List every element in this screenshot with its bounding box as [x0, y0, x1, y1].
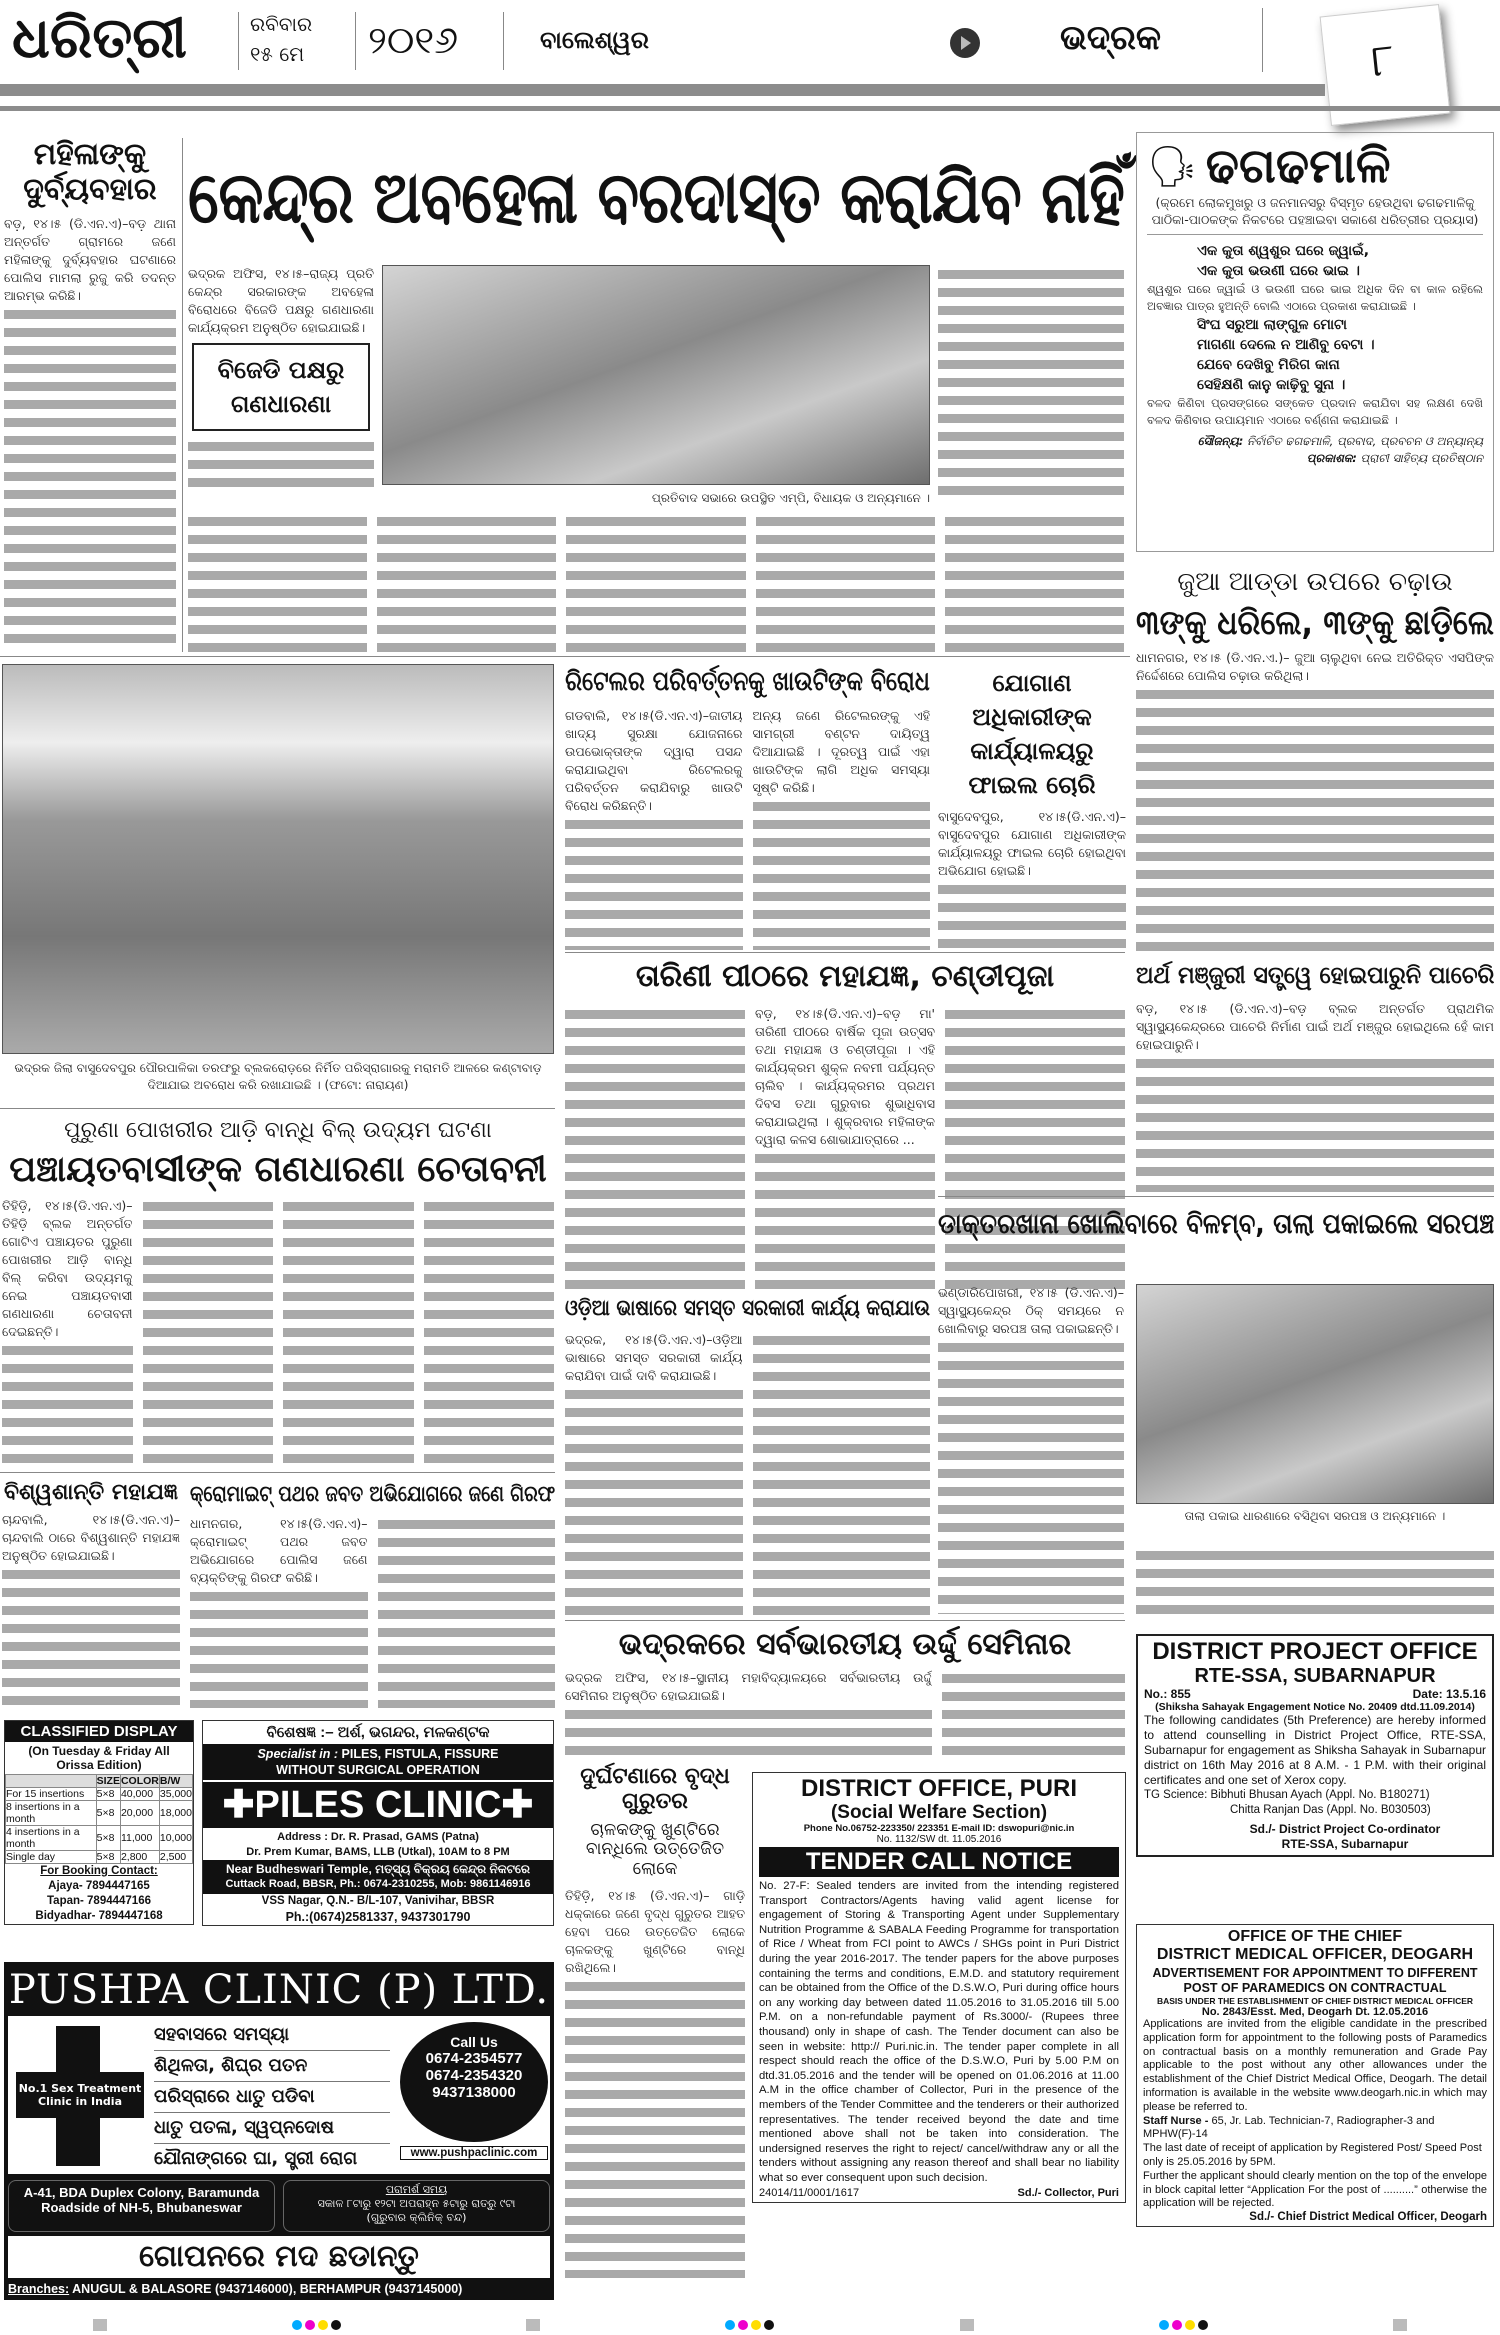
dpo-no: No.: 855 — [1144, 1687, 1191, 1701]
odia-article — [565, 1331, 930, 1616]
courtesy-label: ସୌଜନ୍ୟ: — [1197, 434, 1244, 449]
lead-subhead: ବିଜେଡି ପକ୍ଷରୁ ଗଣଧାରଣା — [192, 343, 370, 431]
plus-icon: ✚ — [501, 1784, 534, 1826]
cdmo-further: Further the applicant should clearly mention on the top of the envelope in block capital letter “Application For the post of ..........” otherwise the application will be rejected. — [1143, 2169, 1487, 2210]
dpo-subarnapur-notice — [1136, 1634, 1494, 1857]
odia-article-block — [565, 1296, 930, 1616]
cell: 11,000 — [120, 1826, 159, 1851]
arrow-bullet-icon — [950, 28, 980, 58]
th-bw: B/W — [159, 1775, 192, 1788]
cdmo-ref: No. 2843/Esst. Med, Deogarh Dt. 12.05.2016 — [1201, 2006, 1429, 2018]
chromite-lead: ଧାମନଗର, ୧୪।୫(ଡି.ଏନ.ଏ)– କ୍ରୋମାଇଟ୍ ପଥର ଜବତ ଅଭିଯୋଗରେ ପୋଲିସ ଜଣେ ବ୍ୟକ୍ତିଙ୍କୁ ଗିରଫ କରିଛି। — [190, 1516, 368, 1586]
accident-subhead: ଚାଳକଙ୍କୁ ଖୁଣ୍ଟିରେ ବାନ୍ଧିଲେ ଉତ୍ତେଜିତ ଲୋକେ — [585, 1819, 725, 1879]
tarini-article — [565, 1005, 1125, 1291]
hospital-article-col1 — [938, 1284, 1124, 1614]
tarini-headline: ତାରିଣୀ ପୀଠରେ ମହାଯଜ୍ଞ, ଚଣ୍ଡୀପୂଜା — [635, 959, 1055, 994]
dpo-candidate: Chitta Ranjan Das (Appl. No. B030503) — [1230, 1804, 1431, 1816]
verse2-line: ସେହିକ୍ଷଣି କାନୁ କାଢ଼ିବୁ ସୁନା । — [1197, 377, 1346, 394]
piles-near: Near Budheswari Temple, ମତ୍ସ୍ୟ ବିକ୍ରୟ କେନ୍ଦ୍ର ନିକଟରେ — [225, 1862, 531, 1876]
piles-address1: Address : Dr. R. Prasad, GAMS (Patna) — [277, 1831, 479, 1843]
jua-lead: ଧାମନଗର, ୧୪।୫ (ଡି.ଏନ.ଏ.)– ଜୁଆ ଚାଲୁଥିବା ନେଇ ଅତିରିକ୍ତ ଏସପିଙ୍କ ନିର୍ଦ୍ଦେଶରେ ପୋଲିସ ଚଢ଼ାଉ କରିଥିଲା। — [1136, 649, 1494, 683]
plus-icon: ✚ — [222, 1784, 255, 1826]
cell: 35,000 — [159, 1788, 192, 1800]
masthead-bar-thin — [0, 106, 1500, 111]
cell: 10,000 — [159, 1826, 192, 1851]
publisher-label: ପ୍ରକାଶକ: — [1306, 451, 1357, 466]
jua-article-block — [1136, 568, 1494, 952]
cdmo-posts-label: Staff Nurse - — [1143, 2114, 1209, 2127]
urdu-headline: ଭଦ୍ରକରେ ସର୍ବଭାରତୀୟ ଉର୍ଦ୍ଦୁ ସେମିନାର — [618, 1627, 1072, 1662]
piles-phone: Ph.:(0674)2581337, 9437301790 — [285, 1910, 471, 1924]
verse2-line: ଯେବେ ଦେଖିବୁ ମିରିଗ କାନା — [1197, 357, 1340, 374]
timing: ସକାଳ ୮ଟାରୁ ୧୨ଟା ଅପରାହ୍ନ ୫ଟାରୁ ରାତ୍ରୁ ୯ଟା — [317, 2197, 516, 2210]
lead-story-lead: ଭଦ୍ରକ ଅଫିସ, ୧୪।୫–ରାଜ୍ୟ ପ୍ରତି କେନ୍ଦ୍ର ସରକାରଙ୍କ ଅବହେଳା ବିରୋଧରେ ବିଜେଡି ପକ୍ଷରୁ ଗଣଧାରଣା କାର୍ଯ୍ୟକ୍ରମ ଅନୁଷ୍ଠିତ ହୋଇଯାଇଛି। — [188, 266, 374, 335]
tarini-article-block — [565, 960, 1125, 1290]
masthead-bar — [0, 84, 1325, 96]
hospital-article-col2 — [1136, 1546, 1494, 1616]
puri-code: 24014/11/0001/1617 — [759, 2187, 860, 2200]
cdmo-body: Applications are invited from the eligible candidate in the prescribed application form for appointment to the following posts of Paramedics on contractual basis on a monthly remuneration and Grade Pay applicable to the post without any other allowances under the establishment of the Chief District Medical Office, Deogarh. The detail information is available in the website www.deogarh.nic.in which may please be referred to. — [1143, 2018, 1487, 2113]
classified-subtitle: (On Tuesday & Friday All Orissa Edition) — [28, 1744, 170, 1772]
puri-body: No. 27-F: Sealed tenders are invited from the intending registered Transport Contractors/Agents having valid agent license for engagement of Storing & Transporting Agent under Supplementary Nutrition Programme & SABALA Feeding Programme for transportation of Rice / Wheat from FCI point to AWCs / SHGs point in Puri District during the year 2016-2017. The tender papers for the above purposes containing the terms and conditions, E.M.D. and statutory requirement can be obtained from the Office of the D.S.W.O, Puri during office hours on any working day between dated 11.05.2016 to 31.05.2016 till 5.00 P.M. on a non-refundable payment of Rs.3000/- (Rupees three thousand) only in shape of cash. The Tender document can also be seen in website: http:// Puri.nic.in. The tender paper complete in all respect should reach the office of the D.S.W.O, Puri by 5.00 P.M on dtd.31.05.2016 and the tender will be opened on 01.06.2016 at 11.00 A.M in the office chamber of Collector, Puri in the presence of the members of the Tender Committee and the tenderers or their authorized representatives. The tender received beyond the date and time mentioned above shall not be taken into consideration. The undersigned reserves the right to reject/ cancel/withdraw any or all the tenders without assigning any reason thereof and shall bear no liability what so ever consequent upon such decision. — [759, 1880, 1119, 2184]
cell: 4 insertions in a month — [6, 1826, 97, 1851]
cross-text: No.1 Sex Treatment Clinic in India — [16, 2072, 144, 2118]
vishwashanti-headline: ବିଶ୍ୱଶାନ୍ତି ମହାଯଜ୍ଞ — [3, 1480, 179, 1505]
pushpa-address: A-41, BDA Duplex Colony, Baramunda Roadside of NH-5, Bhubaneswar — [8, 2180, 275, 2232]
courtesy: ନିର୍ବାଚିତ ଢଗଢମାଳି, ପ୍ରବାଦ, ପ୍ରବଚନ ଓ ଅନ୍ୟାନ୍ୟ — [1246, 434, 1483, 449]
vishwashanti-article-block — [2, 1480, 180, 1708]
table-row — [6, 1826, 193, 1851]
jua-headline: ୩ଙ୍କୁ ଧରିଲେ, ୩ଙ୍କୁ ଛାଡ଼ିଲେ — [1136, 602, 1494, 643]
retailer-lead2: ଅନ୍ୟ ଜଣେ ରିଟେଲରଙ୍କୁ ଏହି ସାମଗ୍ରୀ ବଣ୍ଟନ ଦାୟିତ୍ୱ ଦିଆଯାଇଛି । ଦୂରତ୍ୱ ପାଇଁ ଏହା ଖାଉଟିଙ୍କ ଲାଗି ଅଧିକ ସମସ୍ୟା ସୃଷ୍ଟି କରିଛି। — [752, 708, 930, 796]
lead-photo-caption: ପ୍ରତିବାଦ ସଭାରେ ଉପସ୍ଥିତ ଏମ୍‌ପି, ବିଧାୟକ ଓ ଅନ୍ୟମାନେ । — [651, 491, 930, 505]
piles-odia-line: ବିଶେଷଜ୍ଞ :– ଅର୍ଶ, ଭଗନ୍ଦର, ମଳକଣ୍ଟକ — [266, 1724, 490, 1741]
accident-headline: ଦୁର୍ଘଟଣାରେ ବୃଦ୍ଧ ଗୁରୁତର — [580, 1764, 730, 1815]
yogana-article — [938, 808, 1126, 950]
classified-title: CLASSIFIED DISPLAY — [5, 1721, 193, 1742]
dpo-candidate: TG Science: Bibhuti Bhusan Ayach (Appl. No. B180271) — [1144, 1789, 1430, 1801]
yogana-headline: ଯୋଗାଣ ଅଧିକାରୀଙ୍କ କାର୍ଯ୍ୟାଳୟରୁ ଫାଇଲ ଚୋରି — [968, 669, 1096, 799]
problem: ଧାତୁ ପତଳା, ସ୍ୱପ୍ନଦୋଷ — [154, 2113, 390, 2144]
cdmo-title1: OFFICE OF THE CHIEF — [1227, 1928, 1403, 1945]
classified-rate-table — [5, 1774, 193, 1864]
cell: 5×8 — [96, 1801, 120, 1826]
phone: 0674-2354577 — [425, 2050, 523, 2067]
urdu-article-block — [565, 1628, 1125, 1758]
artha-headline: ଅର୍ଥ ମଞ୍ଜୁରୀ ସତ୍ତ୍ୱେ ହୋଇପାରୁନି ପାଚେରି — [1136, 961, 1495, 989]
problem: ସହବାସରେ ସମସ୍ୟା — [154, 2020, 390, 2051]
dpo-sign-office: RTE-SSA, Subarnapur — [1281, 1837, 1409, 1851]
booking-label: For Booking Contact: — [40, 1865, 158, 1877]
panchayat-kicker: ପୁରୁଣା ପୋଖରୀର ଆଡ଼ି ବାନ୍ଧି ବିଲ୍ ଉଦ୍ୟମ ଘଟଣା — [64, 1118, 492, 1143]
mahila-headline: ମହିଳାଙ୍କୁ ଦୁର୍ବ୍ୟବହାର — [23, 137, 157, 207]
retailer-article-block — [565, 666, 930, 950]
dpo-ref: (Shiksha Sahayak Engagement Notice No. 20409 dtd.11.09.2014) — [1155, 1701, 1475, 1713]
issue-year: ୨୦୧୬ — [368, 18, 459, 62]
dhagadhamali-intro: (କ୍ରମେ ଲୋକମୁଖରୁ ଓ ଜନମାନସରୁ ବିସ୍ମୃତ ହେଉଥିବା ଢଗଢମାଳିକୁ ପାଠିକା-ପାଠକଙ୍କ ନିକଟରେ ପହଞ୍ଚାଇବା ସକାଶେ ଧରିତ୍ରୀର ପ୍ରୟାସ) — [1147, 194, 1483, 235]
chromite-article — [190, 1515, 555, 1708]
table-row — [6, 1851, 193, 1864]
chromite-article-block — [190, 1482, 555, 1708]
section-name: ଭଦ୍ରକ — [1060, 18, 1162, 58]
puri-subtitle: (Social Welfare Section) — [830, 1802, 1048, 1823]
page-number: ୮ — [1368, 34, 1398, 88]
puri-tender-notice — [752, 1772, 1126, 2203]
pushpa-slogan: ଗୋପନରେ ମଦ ଛଡାନ୍ତୁ — [8, 2236, 550, 2278]
cdmo-deogarh-notice — [1136, 1924, 1494, 2227]
vishwashanti-article — [2, 1511, 180, 1708]
verse2-line: ସିଂଘ ସରୁଆ ଲାଙ୍ଗୁଳ ମୋଟା — [1197, 317, 1347, 334]
tender-call-notice-banner: TENDER CALL NOTICE — [759, 1847, 1119, 1877]
cdmo-last-date: The last date of receipt of application by Registered Post/ Speed Post only is 25.05.2016 by 5PM. — [1143, 2142, 1482, 2168]
th-size: SIZE — [96, 1775, 120, 1787]
mahila-lead: ବଡ଼, ୧୪।୫ (ଡି.ଏନ.ଏ)–ବଡ଼ ଥାନା ଅନ୍ତର୍ଗତ ଗ୍ରାମରେ ଜଣେ ମହିଳାଙ୍କୁ ଦୁର୍ବ୍ୟବହାର ଘଟଣାରେ ପୋଲିସ ମାମଲା ରୁଜୁ କରି ତଦନ୍ତ ଆରମ୍ଭ କରିଛି। — [4, 216, 176, 303]
jua-article — [1136, 649, 1494, 952]
print-registration-marks — [0, 2318, 1500, 2332]
panchayat-article-block — [2, 1118, 554, 1470]
specialist: PILES, FISTULA, FISSURE — [341, 1747, 499, 1761]
booking-contact: Tapan- 7894447166 — [47, 1895, 151, 1907]
edition-name: ବାଲେଶ୍ୱର — [540, 26, 649, 54]
lead-headline: କେନ୍ଦ୍ର ଅବହେଳା ବରଦାସ୍ତ କରାଯିବ ନାହିଁ — [188, 155, 1125, 239]
yogana-article-block — [938, 666, 1126, 950]
cell: 5×8 — [96, 1826, 120, 1851]
newspaper-logo: ଧରିତ୍ରୀ — [12, 6, 187, 71]
retailer-lead: ଗଡବାଲି, ୧୪।୫(ଡି.ଏନ.ଏ)–ଜାତୀୟ ଖାଦ୍ୟ ସୁରକ୍ଷା ଯୋଜନାରେ ଉପଭୋକ୍ତାଙ୍କ ଦ୍ୱାରା ପସନ୍ଦ କରାଯାଇଥିବା ରିଟେଲରକୁ ପରିବର୍ତ୍ତନ କରାଯିବାରୁ ଖାଉଟି ବିରୋଧ କରିଛନ୍ତି। — [565, 708, 743, 814]
odia-headline: ଓଡ଼ିଆ ଭାଷାରେ ସମସ୍ତ ସରକାରୀ କାର୍ଯ୍ୟ କରାଯାଉ — [565, 1296, 930, 1321]
masthead — [0, 0, 1500, 118]
cdmo-sign: Sd./- Chief District Medical Officer, Deogarh — [1249, 2211, 1487, 2224]
yogana-lead: ବାସୁଦେବପୁର, ୧୪।୫(ଡି.ଏନ.ଏ)– ବାସୁଦେବପୁର ଯୋଗାଣ ଅଧିକାରୀଙ୍କ କାର୍ଯ୍ୟାଳୟରୁ ଫାଇଲ ଚୋରି ହୋଇଥିବା ଅଭିଯୋଗ ହୋଇଛି। — [938, 809, 1126, 878]
panchayat-article — [2, 1197, 554, 1470]
phone: 9437138000 — [432, 2084, 516, 2101]
phone: 0674-2354320 — [425, 2067, 523, 2084]
dpo-title: DISTRICT PROJECT OFFICE — [1152, 1638, 1478, 1665]
publisher: ପ୍ରାଚୀ ସାହିତ୍ୟ ପ୍ରତିଷ୍ଠାନ — [1360, 451, 1483, 466]
verse1-line: ଏକ କୁତା ଶ୍ୱଶୁର ଘରେ ଜ୍ୱାଇଁ, — [1197, 243, 1370, 260]
accident-lead: ତିହିଡ଼ି, ୧୪।୫ (ଡି.ଏନ.ଏ)– ଗାଡ଼ି ଧକ୍କାରେ ଜଣେ ବୃଦ୍ଧ ଗୁରୁତର ଆହତ ହେବା ପରେ ଉତ୍ତେଜିତ ଲୋକେ ଚାଳକଙ୍କୁ ଖୁଣ୍ଟିରେ ବାନ୍ଧି ରଖିଥିଲେ। — [565, 1888, 745, 1976]
specialist-label: Specialist in : — [257, 1747, 339, 1761]
puri-contact: Phone No.06752-223350/ 223351 E-mail ID: dswopuri@nic.in — [803, 1823, 1075, 1834]
cell: 2,500 — [159, 1851, 192, 1864]
th-color: COLOR — [120, 1775, 159, 1787]
call-us-label: Call Us — [450, 2034, 498, 2050]
table-row — [6, 1801, 193, 1826]
urdu-article — [565, 1669, 1125, 1759]
puri-ref: No. 1132/SW dt. 11.05.2016 — [876, 1834, 1002, 1845]
problem: ପରିସ୍ରାରେ ଧାତୁ ପଡିବା — [154, 2082, 390, 2113]
problem: ଶିଥିଳତା, ଶିଘ୍ର ପତନ — [154, 2051, 390, 2082]
cell: 2,800 — [120, 1851, 159, 1864]
hospital-photo-caption: ତାଲା ପକାଇ ଧାରଣାରେ ବସିଥିବା ସରପଞ୍ଚ ଓ ଅନ୍ୟମାନେ । — [1184, 1509, 1446, 1523]
panchayat-headline: ପଞ୍ଚାୟତବାସୀଙ୍କ ଗଣଧାରଣା ଚେତାବନୀ — [9, 1149, 547, 1191]
cell: Single day — [6, 1851, 97, 1864]
lead-article-col4 — [938, 265, 1124, 495]
chromite-headline: କ୍ରୋମାଇଟ୍ ପଥର ଜବତ ଅଭିଯୋଗରେ ଜଣେ ଗିରଫ — [190, 1482, 556, 1507]
cdmo-posts: 65, Jr. Lab. Technician-7, Radiographer-3 and MPHW(F)-14 — [1143, 2114, 1435, 2141]
dpo-date: Date: 13.5.16 — [1412, 1687, 1486, 1701]
lead-article-col1 — [188, 265, 374, 492]
retailer-headline: ରିଟେଲର ପରିବର୍ତ୍ତନକୁ ଖାଉଟିଙ୍କ ବିରୋଧ — [565, 666, 930, 697]
cell: 5×8 — [96, 1851, 120, 1864]
sarpanch-dharana-photo — [1136, 1284, 1494, 1504]
website: www.pushpaclinic.com — [400, 2146, 548, 2160]
mahila-article-block — [4, 138, 176, 652]
issue-day: ରବିବାର — [250, 12, 313, 36]
cartoon-faces-icon: 🗣 — [1147, 144, 1198, 191]
cell: For 15 insertions — [6, 1788, 97, 1801]
puri-title: DISTRICT OFFICE, PURI — [801, 1775, 1077, 1802]
artha-lead: ବଡ଼, ୧୪।୫ (ଡି.ଏନ.ଏ)–ବଡ଼ ବ୍ଲକ ଅନ୍ତର୍ଗତ ପ୍ରାଥମିକ ସ୍ୱାସ୍ଥ୍ୟକେନ୍ଦ୍ରରେ ପାଚେରି ନିର୍ମାଣ ପାଇଁ ଅର୍ଥ ମଞ୍ଜୁର ହୋଇଥିଲେ ହେଁ କାମ ହୋଇପାରୁନି। — [1136, 1000, 1494, 1052]
cdmo-title2: DISTRICT MEDICAL OFFICER, DEOGARH — [1156, 1946, 1474, 1963]
verse2-line: ମାଗଣା ଦେଲେ ନ ଆଣିବୁ ବେଟା । — [1197, 337, 1375, 354]
wall-photo-caption: ଭଦ୍ରକ ଜିଲା ବାସୁଦେବପୁର ପୌରପାଳିକା ତରଫରୁ ବ୍ଲକରୋଡ଼ରେ ନିର୍ମିତ ପରିସ୍ରାଗାରକୁ ମରାମତି ଆଳରେ କଣ୍ଟାବାଡ଼ ଦିଆଯାଇ ଅବରୋଧ କରି ରଖାଯାଇଛି । (ଫଟୋ: ନାରାୟଣ) — [14, 1061, 542, 1092]
protest-meeting-photo — [382, 265, 930, 485]
verse1-line: ଏକ କୁତା ଭଉଣୀ ଘରେ ଭାଇ । — [1197, 263, 1360, 280]
pushpa-clinic-name: PUSHPA CLINIC (P) LTD. — [8, 1967, 550, 2013]
branches: ANUGUL & BALASORE (9437146000), BERHAMPUR (9437145000) — [72, 2282, 463, 2296]
retailer-article — [565, 707, 930, 950]
cdmo-adv: ADVERTISEMENT FOR APPOINTMENT TO DIFFERENT POST OF PARAMEDICS ON CONTRACTUAL — [1152, 1966, 1478, 1995]
panchayat-lead: ତିହିଡ଼ି, ୧୪।୫(ଡି.ଏନ.ଏ)– ତିହିଡ଼ି ବ୍ଲକ ଅନ୍ତର୍ଗତ ଗୋଟିଏ ପଞ୍ଚାୟତର ପୁରୁଣା ପୋଖରୀର ଆଡ଼ି ବାନ୍ଧି ବିଲ୍ କରିବା ଉଦ୍ୟମକୁ ନେଇ ପଞ୍ଚାୟତବାସୀ ଗଣଧାରଣା ଚେତାବନୀ ଦେଇଛନ୍ତି। — [2, 1197, 133, 1339]
artha-article — [1136, 1000, 1494, 1192]
explain2: ବଳଦ କିଣିବା ପ୍ରସଙ୍ଗରେ ସଙ୍କେତ ପ୍ରଦାନ କରାଯିବା ସହ ଲକ୍ଷଣ ଦେଖି ବଳଦ କିଣିବାର ଉପାୟମାନ ଏଠାରେ ବର୍ଣ୍ଣନା କରାଯାଇଛି । — [1147, 396, 1483, 428]
th — [6, 1775, 97, 1788]
issue-date: ୧୫ ମେ — [250, 42, 305, 66]
piles-clinic-name — [203, 1782, 553, 1828]
pushpa-clinic-ad — [4, 1962, 554, 2300]
closed-day: (ଗୁରୁବାର କ୍ଲିନିକ୍ ବନ୍ଦ) — [366, 2211, 467, 2224]
cell: 20,000 — [120, 1801, 159, 1826]
call-us-starburst — [400, 2022, 548, 2142]
tarini-lead: ବଡ଼, ୧୪।୫(ଡି.ଏନ.ଏ)–ବଡ଼ ମା' ତାରିଣୀ ପୀଠରେ ବାର୍ଷିକ ପୂଜା ଉତ୍ସବ ତଥା ମହାଯଜ୍ଞ ଓ ଚଣ୍ଡୀପୂଜା । ଏହି କାର୍ଯ୍ୟକ୍ରମ ଶୁକ୍ଳ ନବମୀ ପର୍ଯ୍ୟନ୍ତ ଚାଲିବ । କାର୍ଯ୍ୟକ୍ରମର ପ୍ରଥମ ଦିବସ ତଥା ଗୁରୁବାର ଶୁଭାଧିବାସ କରାଯାଇଥିଲା । ଶୁକ୍ରବାର ମହିଳାଙ୍କ ଦ୍ୱାରା କଳସ ଶୋଭାଯାତ୍ରାରେ ... — [755, 1005, 935, 1147]
table-row — [6, 1788, 193, 1801]
dpo-sign: Sd./- District Project Co-ordinator — [1249, 1822, 1441, 1836]
fenced-urinal-photo — [2, 664, 554, 1054]
dhagadhamali-box — [1136, 132, 1494, 552]
problem: ଯୌନାଙ୍ଗରେ ଘା, ସ୍ତ୍ରୀ ରୋଗ — [154, 2148, 358, 2169]
jua-kicker: ଜୁଆ ଆଡ୍ଡା ଉପରେ ଚଢ଼ାଉ — [1177, 567, 1453, 597]
artha-article-block — [1136, 962, 1494, 1192]
piles-address2: Dr. Prem Kumar, BAMS, LLB (Utkal), 10AM to 8 PM — [246, 1846, 510, 1858]
cell: 8 insertions in a month — [6, 1801, 97, 1826]
dpo-subtitle: RTE-SSA, SUBARNAPUR — [1194, 1665, 1436, 1687]
dhagadhamali-title: ଢଗଢମାଳି — [1205, 138, 1391, 194]
without-surgery: WITHOUT SURGICAL OPERATION — [276, 1763, 480, 1777]
cdmo-basis: BASIS UNDER THE ESTABLISHMENT OF CHIEF DISTRICT MEDICAL OFFICER — [1156, 1996, 1474, 2006]
lead-article-bottom — [188, 512, 1124, 652]
timing-label: ପରାମର୍ଶ ସମୟ — [385, 2183, 448, 2196]
piles-road: Cuttack Road, BBSR, Ph.: 0674-2310255, Mob: 9861146916 — [225, 1878, 531, 1890]
hospital-lead: ଭଣ୍ଡାରିପୋଖରୀ, ୧୪।୫ (ଡି.ଏନ.ଏ)– ସ୍ୱାସ୍ଥ୍ୟକେନ୍ଦ୍ର ଠିକ୍ ସମୟରେ ନ ଖୋଲିବାରୁ ସରପଞ୍ଚ ତାଲା ପକାଇଛନ୍ତି। — [938, 1285, 1124, 1336]
cell: 40,000 — [120, 1788, 159, 1801]
vishwashanti-lead: ଚାନ୍ଦବାଲି, ୧୪।୫(ଡି.ଏନ.ଏ)–ଚାନ୍ଦବାଲି ଠାରେ ବିଶ୍ୱଶାନ୍ତି ମହାଯଜ୍ଞ ଅନୁଷ୍ଠିତ ହୋଇଯାଇଛି। — [2, 1512, 180, 1564]
piles-clinic-ad — [202, 1720, 554, 1926]
classified-display-ad — [4, 1720, 194, 1925]
accident-article-block — [565, 1764, 745, 2278]
booking-contact: Bidyadhar- 7894447168 — [35, 1910, 163, 1922]
mahila-article — [4, 215, 176, 652]
urdu-lead: ଭଦ୍ରକ ଅଫିସ, ୧୪।୫–ସ୍ଥାନୀୟ ମହାବିଦ୍ୟାଳୟରେ ସର୍ବଭାରତୀୟ ଉର୍ଦ୍ଦୁ ସେମିନାର ଅନୁଷ୍ଠିତ ହୋଇଯାଇଛି। — [565, 1669, 932, 1703]
puri-sign: Sd./- Collector, Puri — [1017, 2187, 1119, 2200]
cell: 5×8 — [96, 1788, 120, 1801]
piles-vss: VSS Nagar, Q.N.- B/L-107, Vanivihar, BBSR — [261, 1895, 495, 1907]
odia-lead: ଭଦ୍ରକ, ୧୪।୫(ଡି.ଏନ.ଏ)–ଓଡ଼ିଆ ଭାଷାରେ ସମସ୍ତ ସରକାରୀ କାର୍ଯ୍ୟ କରାଯିବା ପାଇଁ ଦାବି କରାଯାଇଛି। — [565, 1332, 743, 1384]
dpo-body: The following candidates (5th Preference) are hereby informed to attend counselling in District Project Office, RTE-SSA, Subarnapur for engagement as Shiksha Sahayak in Subarnapur district on 16th May 2016 at 8 A.M. - 1 P.M. with their original certificates and one set of Xerox copy. — [1144, 1713, 1486, 1787]
booking-contact: Ajaya- 7894447165 — [48, 1880, 150, 1892]
branches-label: Branches: — [8, 2282, 70, 2296]
cell: 18,000 — [159, 1801, 192, 1826]
piles-clinic-title: PILES CLINIC — [254, 1784, 502, 1826]
hospital-headline: ଡାକ୍ତରଖାନା ଖୋଲିବାରେ ବିଳମ୍ବ, ତାଲା ପକାଇଲେ ସରପଞ୍ଚ — [938, 1207, 1495, 1240]
accident-article — [565, 1887, 745, 2278]
explain1: ଶ୍ୱଶୁର ଘରେ ଜ୍ୱାଇଁ ଓ ଭଉଣୀ ଘରେ ଭାଇ ଅଧିକ ଦିନ ବା କାଳ ରହିଲେ ଅବଜ୍ଞାର ପାତ୍ର ହୁଅନ୍ତି ବୋଲି ଏଠାରେ ପ୍ରକାଶ କରାଯାଇଛି । — [1147, 282, 1483, 314]
